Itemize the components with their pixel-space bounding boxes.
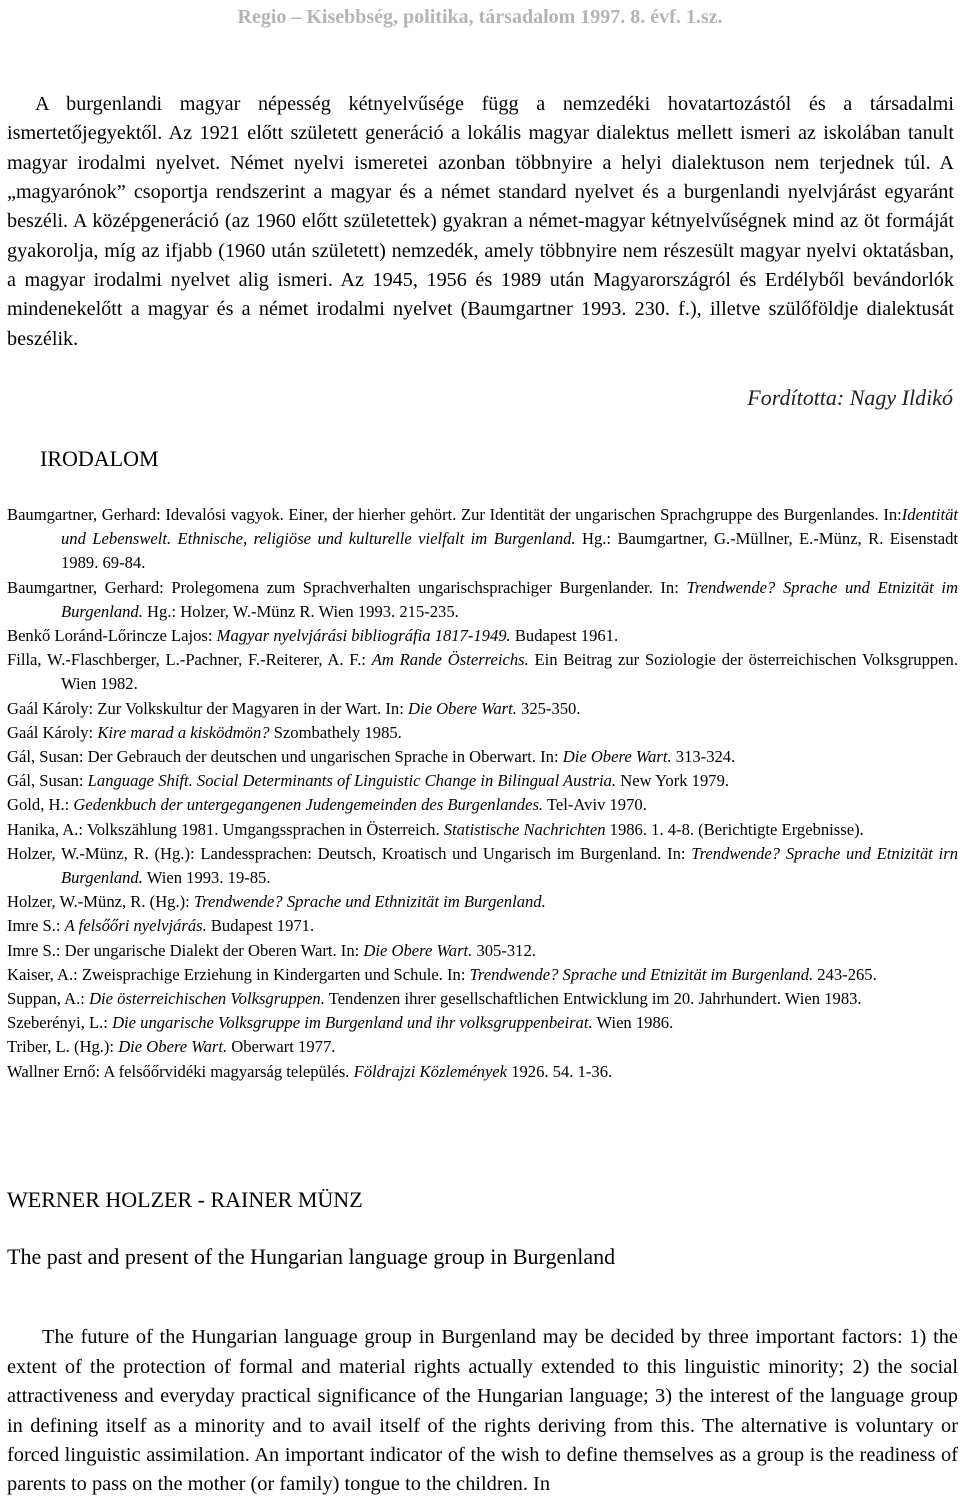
reference-item: Gál, Susan: Language Shift. Social Determinants of Linguistic Change in Bilingual Austria. New York 1979. — [7, 771, 730, 791]
reference-item: Gaál Károly: Kire marad a kisködmön? Szombathely 1985. — [7, 722, 402, 742]
references-heading: IRODALOM — [40, 446, 159, 471]
reference-item: Triber, L. (Hg.): Die Obere Wart. Oberwart 1977. — [7, 1037, 336, 1057]
reference-item: Baumgartner, Gerhard: Idevalósi vagyok. Einer, der hierher gehört. Zur Identität der ungarischen Sprachgruppe des Burgenlandes. In:Identität und Lebenswelt. Ethnische, religiöse und kulturelle vielfalt im Burgenland. Hg.: Baumgartner, G.-Müllner, E.-Münz, R. Eisenstadt 1989. 69-84. — [7, 505, 958, 573]
reference-item: Suppan, A.: Die österreichischen Volksgruppen. Tendenzen ihrer gesellschaftlichen Entwicklung im 20. Jahrhundert. Wien 1983. — [7, 989, 862, 1009]
reference-item: Wallner Ernő: A felsőőrvidéki magyarság település. Földrajzi Közlemények 1926. 54. 1-36. — [7, 1061, 613, 1081]
intro-paragraph: A burgenlandi magyar népesség kétnyelvűsége függ a nemzedéki hovatartozástól és a társadalmi ismertetőjegyektől. Az 1921 előtt született generáció a lokális magyar dialektus mellett ismeri az iskolában tanult magyar irodalmi nyelvet. Német nyelvi ismeretei azonban többnyire a helyi dialektuson nem terjednek túl. A „magyarónok” csoportja rendszerint a magyar és a német standard nyelvet és a burgenlandi nyelvjárást egyaránt beszéli. A középgeneráció (az 1960 előtt születettek) gyakran a német-magyar kétnyelvűségnek mind az öt formáját gyakorolja, míg az ifjabb (1960 után született) nemzedék, amely többnyire nem részesült magyar nyelvi oktatásban, a magyar irodalmi nyelvet alig ismeri. Az 1945, 1956 és 1989 után Magyarországról és Erdélyből bevándorlók mindenekelőtt a magyar és a német irodalmi nyelvet (Baumgartner 1993. 230. f.), illetve szülőföldje dialektusát beszélik. — [7, 93, 954, 350]
reference-item: Imre S.: A felsőőri nyelvjárás. Budapest 1971. — [7, 916, 315, 936]
english-article-title: The past and present of the Hungarian language group in Burgenland — [7, 1244, 616, 1269]
reference-item: Szeberényi, L.: Die ungarische Volksgruppe im Burgenland und ihr volksgruppenbeirat. Wien 1986. — [7, 1013, 674, 1033]
reference-item: Holzer, W.-Münz, R. (Hg.): Trendwende? Sprache und Ethnizität im Burgenland. — [7, 892, 546, 912]
reference-item: Gold, H.: Gedenkbuch der untergegangenen Judengemeinden des Burgenlandes. Tel-Aviv 1970. — [7, 795, 647, 815]
article-authors: WERNER HOLZER - RAINER MÜNZ — [7, 1187, 363, 1212]
references-list — [7, 503, 958, 1084]
reference-item: Hanika, A.: Volkszählung 1981. Umgangssprachen in Österreich. Statistische Nachrichten 1986. 1. 4-8. (Berichtigte Ergebnisse). — [7, 819, 864, 839]
running-header: Regio – Kisebbség, politika, társadalom 1997. 8. évf. 1.sz. — [237, 6, 723, 28]
reference-item: Gaál Károly: Zur Volkskultur der Magyaren in der Wart. In: Die Obere Wart. 325-350. — [7, 698, 581, 718]
reference-item: Gál, Susan: Der Gebrauch der deutschen und ungarischen Sprache in Oberwart. In: Die Obere Wart. 313-324. — [7, 747, 736, 767]
reference-item: Holzer, W.-Münz, R. (Hg.): Landessprachen: Deutsch, Kroatisch und Ungarisch im Burgenland. In: Trendwende? Sprache und Etnizität irn Burgenland. Wien 1993. 19-85. — [7, 843, 958, 888]
translator-credit: Fordította: Nagy Ildikó — [747, 385, 953, 410]
reference-item: Imre S.: Der ungarische Dialekt der Oberen Wart. In: Die Obere Wart. 305-312. — [7, 940, 536, 960]
reference-item: Filla, W.-Flaschberger, L.-Pachner, F.-Reiterer, A. F.: Am Rande Österreichs. Ein Beitrag zur Soziologie der österreichischen Volksgruppen. Wien 1982. — [7, 650, 958, 694]
reference-item: Baumgartner, Gerhard: Prolegomena zum Sprachverhalten ungarischsprachiger Burgenlander. In: Trendwende? Sprache und Etnizität im Burgenland. Hg.: Holzer, W.-Münz R. Wien 1993. 215-235. — [7, 577, 958, 621]
english-abstract-paragraph: The future of the Hungarian language group in Burgenland may be decided by three important factors: 1) the extent of the protection of formal and material rights actually extended to this linguistic minority; 2) the social attractiveness and everyday practical significance of the Hungarian language; 3) the interest of the language group in defining itself as a minority and to avail itself of the rights deriving from this. The alternative is voluntary or forced linguistic assimilation. An important indicator of the wish to define themselves as a group is the readiness of parents to pass on the mother (or family) tongue to the children. In — [7, 1326, 958, 1496]
reference-item: Benkő Loránd-Lőrincze Lajos: Magyar nyelvjárási bibliográfia 1817-1949. Budapest 1961. — [7, 626, 619, 646]
reference-item: Kaiser, A.: Zweisprachige Erziehung in Kindergarten und Schule. In: Trendwende? Sprache und Etnizität im Burgenland. 243-265. — [7, 964, 877, 984]
